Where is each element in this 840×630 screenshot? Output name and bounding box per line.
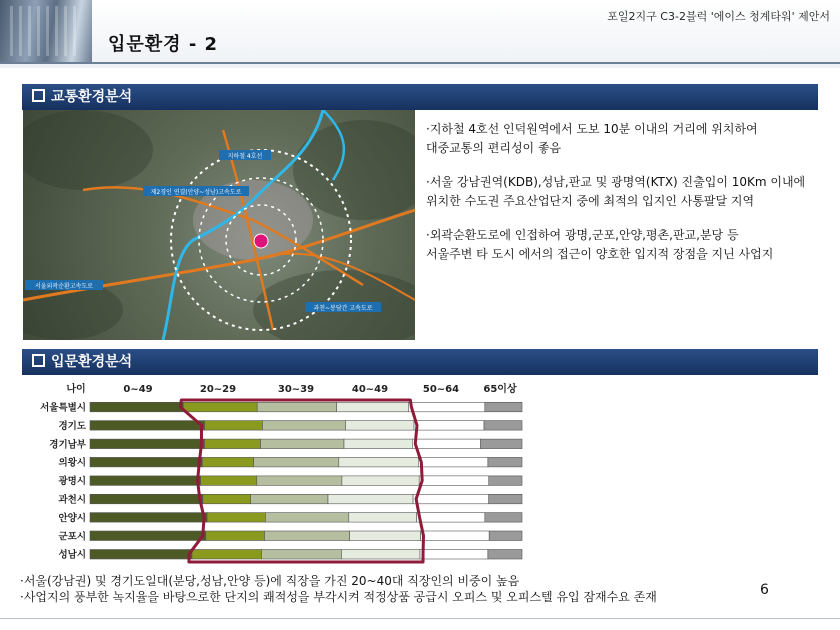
highlight-outline-20-49 — [180, 400, 423, 562]
bar-segment — [485, 402, 522, 412]
age-header-label: 65이상 — [483, 384, 517, 395]
bar-segment — [339, 457, 419, 467]
bar-segment — [418, 457, 488, 467]
bar-segment — [344, 439, 412, 449]
footer-divider — [0, 618, 840, 619]
building-photo — [0, 0, 92, 62]
bar-segment — [420, 550, 488, 560]
bullet-line: ·지하철 4호선 인덕원역에서 도보 10분 이내의 거리에 위치하여 — [426, 122, 758, 136]
bar-segment — [341, 550, 420, 560]
bar-segment — [90, 476, 201, 486]
bar-segment — [90, 439, 205, 449]
map-label-subway: 지하철 4호선 — [227, 153, 263, 160]
bar-segment — [265, 513, 348, 523]
bullet-item — [426, 173, 826, 211]
bar-segment — [412, 439, 480, 449]
page-title: 입문환경 - 2 — [108, 34, 219, 55]
site-marker-icon — [254, 234, 268, 248]
bar-segment — [90, 550, 192, 560]
bar-segment — [207, 513, 265, 523]
bar-segment — [350, 531, 421, 541]
bar-segment — [205, 421, 263, 431]
bullet-line: 위치한 수도권 주요산업단지 중에 최적의 입지인 사통팔달 지역 — [426, 194, 755, 208]
bullet-line: 서울주변 타 도시 에서의 접근이 양호한 입지적 장점을 지닌 사업지 — [426, 247, 774, 261]
map-label-2nd-gyeongin: 제2경인 연결(안양~성남)고속도로 — [150, 189, 242, 196]
entry-notes — [20, 573, 657, 605]
section-bar-traffic — [22, 84, 818, 110]
bar-segment — [203, 494, 251, 504]
bar-segment — [251, 494, 328, 504]
section-bar-entry — [22, 349, 818, 375]
age-header-label: 40~49 — [351, 384, 389, 395]
bar-segment — [349, 513, 417, 523]
bar-segment — [489, 494, 522, 504]
bar-segment — [328, 494, 413, 504]
bullet-line: ·외곽순환도로에 인접하여 광명,군포,안양,평촌,판교,분당 등 — [426, 228, 739, 242]
bar-segment — [262, 421, 345, 431]
page-number: 6 — [760, 582, 769, 598]
region-label: 안양시 — [58, 512, 86, 524]
traffic-bullets — [426, 120, 826, 279]
map-label-gwacheon: 과천~봉담간 고속도로 — [313, 305, 373, 312]
bar-segment — [205, 439, 261, 449]
bar-segment — [414, 421, 484, 431]
age-header-corner: 나이 — [66, 384, 86, 395]
bar-segment — [342, 476, 419, 486]
note-line: ·사업지의 풍부한 녹지율을 바탕으로한 단지의 쾌적성을 부각시켜 적정상품 공급시 오피스 및 오피스텔 유입 잠재수요 존재 — [20, 590, 657, 604]
region-label: 과천시 — [58, 494, 86, 506]
bullet-item — [426, 226, 826, 264]
bar-segment — [183, 402, 257, 412]
slide-header — [0, 0, 840, 68]
checkbox-square-icon — [32, 354, 45, 367]
region-label: 의왕시 — [58, 457, 86, 469]
checkbox-square-icon — [32, 89, 45, 102]
bar-segment — [489, 476, 522, 486]
header-subtitle: 포일2지구 C3-2블럭 '에이스 청계타워' 제안서 — [607, 10, 830, 23]
section-title-traffic: 교통환경분석 — [51, 89, 133, 105]
age-header-label: 50~64 — [422, 384, 460, 395]
bar-segment — [192, 550, 262, 560]
map-graphic — [23, 110, 415, 340]
header-divider — [0, 62, 840, 64]
bar-segment — [413, 494, 489, 504]
bar-segment — [262, 550, 342, 560]
bar-segment — [408, 402, 485, 412]
region-label: 군포시 — [58, 531, 86, 543]
bullet-line: ·서울 강남권역(KDB),성남,판교 및 광명역(KTX) 진출입이 10Km 이내에 — [426, 175, 806, 189]
age-header-label: 20~29 — [199, 384, 237, 395]
bar-segment — [254, 457, 339, 467]
region-label: 경기도 — [58, 420, 86, 432]
region-label: 경기남부 — [49, 439, 86, 451]
section-title-entry: 입문환경분석 — [51, 354, 133, 370]
bullet-item — [426, 120, 826, 158]
bar-segment — [489, 531, 522, 541]
bar-segment — [90, 531, 206, 541]
bar-segment — [257, 476, 342, 486]
region-label: 성남시 — [58, 549, 86, 561]
bar-segment — [261, 439, 344, 449]
age-header-label: 30~39 — [277, 384, 315, 395]
traffic-map — [23, 110, 415, 340]
bar-segment — [206, 531, 265, 541]
bar-segment — [90, 457, 202, 467]
bar-segment — [421, 531, 490, 541]
bar-segment — [485, 513, 522, 523]
bar-segment — [481, 439, 523, 449]
age-header-label: 0~49 — [123, 384, 153, 395]
map-label-outer-ring: 서울외곽순환고속도로 — [35, 283, 93, 290]
bar-segment — [90, 513, 207, 523]
bar-segment — [201, 476, 257, 486]
bar-segment — [488, 550, 522, 560]
bullet-line: 대중교통의 편리성이 좋음 — [426, 141, 562, 155]
bar-segment — [484, 421, 522, 431]
bar-segment — [90, 421, 205, 431]
bar-segment — [90, 402, 183, 412]
bar-segment — [346, 421, 414, 431]
bar-segment — [417, 513, 485, 523]
bar-segment — [265, 531, 350, 541]
note-line: ·서울(강남권) 및 경기도일대(분당,성남,안양 등)에 직장을 가진 20~40대 직장인의 비중이 높음 — [20, 574, 520, 588]
bar-segment — [419, 476, 489, 486]
bar-segment — [202, 457, 253, 467]
region-label: 광명시 — [58, 476, 86, 488]
bar-segment — [337, 402, 409, 412]
bar-segment — [90, 494, 203, 504]
region-label: 서울특별시 — [40, 402, 86, 414]
bar-segment — [488, 457, 522, 467]
bar-segment — [257, 402, 337, 412]
